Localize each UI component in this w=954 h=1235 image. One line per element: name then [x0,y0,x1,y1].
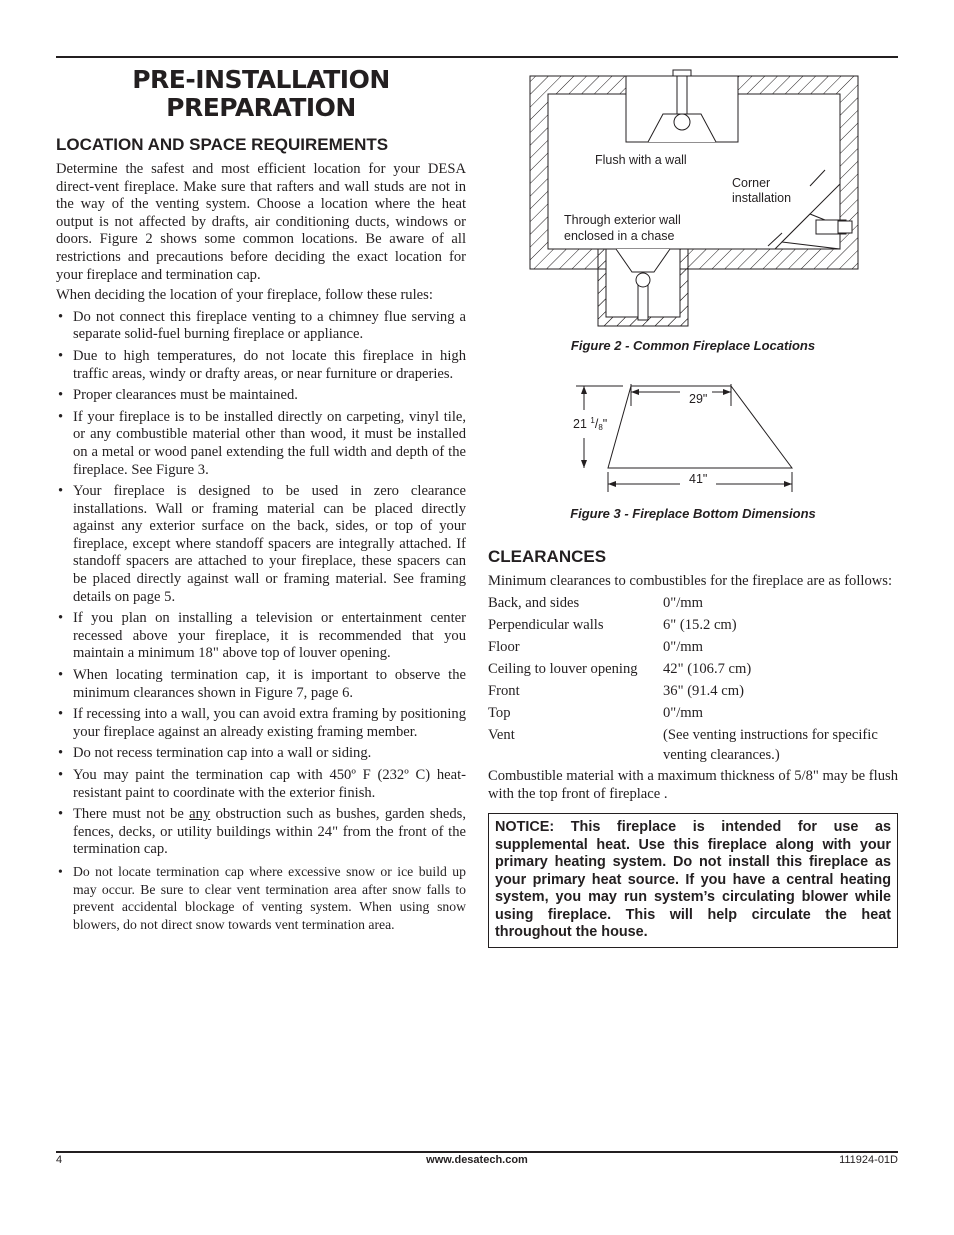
list-item: • If you plan on installing a television or entertainment center recessed above your fireplace, it is recommended that you maintain a minimum 18" above top of louver opening. [56,610,466,663]
top-rule [56,56,898,58]
clearances-intro: Minimum clearances to combustibles for the fireplace are as follows: [488,573,893,589]
notice-box: NOTICE: This fireplace is intended for use as supplemental heat. Use this fireplace along with your primary heating system. Do not install this fireplace as your primary heat source. If you have a central heating system, you may run system’s circulating blower while using fireplace. This will help circulate the heat throughout the house. [488,813,898,948]
clearances-heading: CLEARANCES [488,547,607,566]
list-item: • Due to high temperatures, do not locate this fireplace in high traffic areas, windy or drafty areas, or near furniture or draperies. [56,348,466,383]
dim-depth [573,416,607,432]
dim-depth-sep: / [594,417,599,431]
list-item: • When locating termination cap, it is important to observe the minimum clearances shown in Figure 7, page 6. [56,667,466,702]
list-item: • Proper clearances must be maintained. [56,387,466,405]
location-heading: LOCATION AND SPACE REQUIREMENTS [56,135,389,154]
table-row [488,593,900,615]
clearance-label: Ceiling to louver opening [488,661,638,677]
list-item: • If your fireplace is to be installed directly on carpeting, vinyl tile, or any combustible material other than wood, it must be installed on a metal or wood panel extending the full width and depth of the fireplace. See Figure 3. [56,409,466,479]
list-item-snow: • Do not locate termination cap where excessive snow or ice build up may occur. Be sure to clear vent termination area after snow falls to prevent accidental blockage of venting system. When using snow blowers, do not direct snow towards vent termination area. [56,863,466,933]
label-chase-2: enclosed in a chase [564,229,675,243]
clearance-value: 0"/mm [663,705,704,721]
rules-intro: When deciding the location of your fireplace, follow these rules: [56,287,433,304]
combustible-note: Combustible material with a maximum thickness of 5/8" may be flush with the top front of fireplace . [488,768,898,802]
table-row [488,703,900,725]
clearances-table [488,593,900,765]
dim-depth-num: 1 [590,416,595,425]
clearance-value: 42" (106.7 cm) [663,661,752,677]
obstruction-text-start: There must not be [73,806,190,823]
obstruction-emphasis: any [189,806,211,823]
clearance-value: 0"/mm [663,595,704,611]
obstruction-text-end: obstruction such as bushes, garden sheds, fences, decks, or utility buildings within 24" from the front of the termination cap. [73,806,466,858]
list-item: • Do not recess termination cap into a wall or siding. [56,745,466,763]
figure-3-diagram [560,380,810,496]
label-corner-2: installation [732,191,792,205]
table-row [488,681,900,703]
clearance-value: 0"/mm [663,639,704,655]
list-item: • You may paint the termination cap with 450º F (232º C) heat-resistant paint to coordinate with the exterior finish. [56,767,466,802]
doc-number: 111924-01D [839,1154,898,1166]
figure-2-caption: Figure 2 - Common Fireplace Locations [570,338,816,353]
location-section [56,161,466,937]
dim-depth-whole: 21 [573,417,591,431]
clearance-label: Vent [488,727,515,743]
figure-2-diagram [520,66,870,332]
list-item: • Your fireplace is designed to be used in zero clearance installations. Wall or framing material can be placed directly against any exterior surface on the back, sides, or top of your fireplace, except where standoff spacers are integrally attached. If standoff spacers are attached to your fireplace, these spacers can be placed directly against wall or framing material. See framing details on page 5. [56,483,466,606]
location-intro: Determine the safest and most efficient location for your DESA direct-vent fireplace. Make sure that rafters and wall studs are not in the way of the venting system. Choose a location where the heat output is not affected by drafts, air conditioning ducts, windows or doors. Figure 2 shows some common locations. Be aware of all restrictions and precautions before deciding the exact location for your fireplace and termination cap. [56,161,466,283]
clearance-label: Floor [488,639,520,655]
label-chase-1: Through exterior wall [564,213,681,227]
website-link[interactable]: www.desatech.com [426,1154,528,1166]
dim-depth-den: 8 [598,423,603,432]
dim-top: 29" [689,392,708,406]
clearance-value: 36" (91.4 cm) [663,683,744,699]
table-row [488,615,900,637]
label-corner-1: Corner [732,176,771,190]
dim-bottom: 41" [689,472,708,486]
clearance-label: Front [488,683,520,699]
list-item: • If recessing into a wall, you can avoid extra framing by positioning your fireplace against an already existing framing member. [56,706,466,741]
clearance-value: (See venting instructions for specific venting clearances.) [663,727,878,763]
list-item: • Do not connect this fireplace venting to a chimney flue serving a separate solid-fuel burning fireplace or appliance. [56,309,466,344]
label-flush: Flush with a wall [595,153,687,167]
figure-3-caption: Figure 3 - Fireplace Bottom Dimensions [570,506,816,521]
bottom-rule [56,1151,898,1153]
clearance-label: Perpendicular walls [488,617,604,633]
rules-list [56,309,466,934]
table-row [488,725,900,765]
clearance-label: Top [488,705,511,721]
page-number: 4 [56,1154,63,1166]
page-title: PRE-INSTALLATION PREPARATION [132,65,390,122]
clearance-value: 6" (15.2 cm) [663,617,737,633]
table-row [488,637,900,659]
table-row [488,659,900,681]
clearance-label: Back, and sides [488,595,580,611]
dim-depth-unit: " [602,417,608,431]
list-item-obstruction [56,806,466,859]
